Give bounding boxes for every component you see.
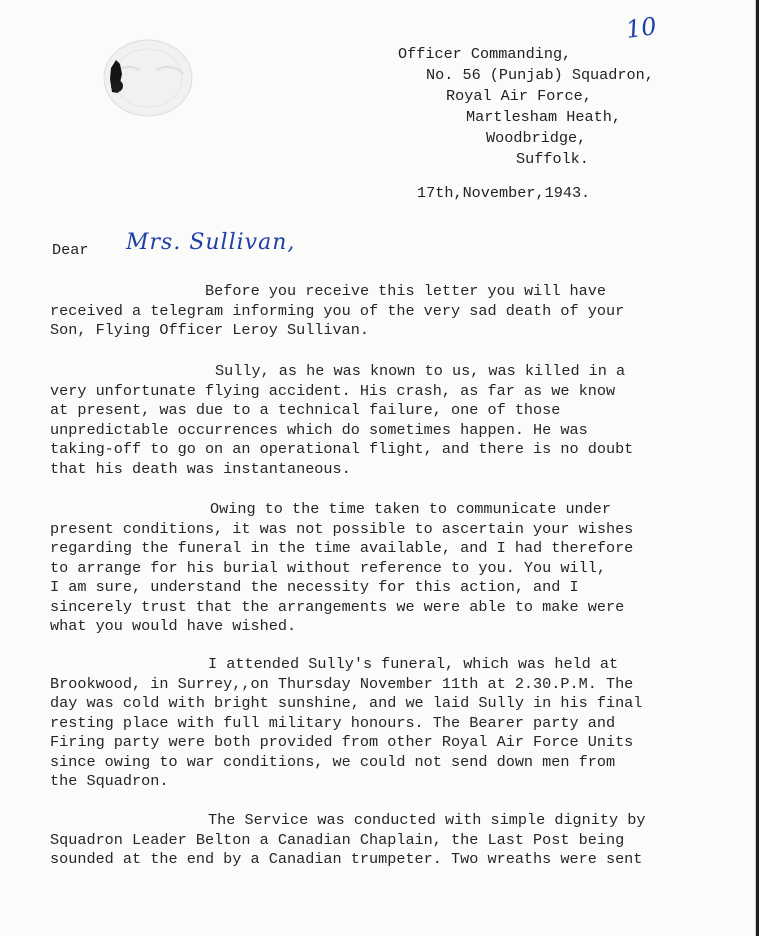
address-line: No. 56 (Punjab) Squadron, — [426, 66, 654, 84]
text-line: the Squadron. — [50, 772, 169, 790]
text-line: Owing to the time taken to communicate under — [210, 500, 612, 518]
text-line: sincerely trust that the arrangements we were able to make were — [50, 597, 625, 616]
text-line: very unfortunate flying accident. His crash, as far as we know — [50, 381, 616, 400]
address-line: Martlesham Heath, — [466, 108, 621, 126]
text-line: what you would have wished. — [50, 617, 297, 635]
text-line: I attended Sully's funeral, which was held at — [208, 655, 619, 673]
letter-date: 17th,November,1943. — [417, 184, 591, 202]
address-line: Royal Air Force, — [446, 87, 592, 105]
text-line: unpredictable occurrences which do sometimes happen. He was — [50, 420, 588, 439]
text-line: since owing to war conditions, we could not send down men from — [50, 752, 616, 771]
body-paragraph — [50, 282, 700, 341]
text-line: Squadron Leader Belton a Canadian Chaplain, the Last Post being — [50, 830, 625, 849]
text-line: Brookwood, in Surrey,,on Thursday November 11th at 2.30.P.M. The — [50, 674, 634, 693]
text-line: The Service was conducted with simple dignity by — [208, 811, 646, 829]
body-paragraph — [50, 811, 700, 870]
text-line: at present, was due to a technical failure, one of those — [50, 401, 561, 419]
text-line: Firing party were both provided from other Royal Air Force Units — [50, 733, 634, 751]
text-line: regarding the funeral in the time available, and I had therefore — [50, 539, 634, 557]
text-line: received a telegram informing you of the very sad death of your — [50, 301, 625, 320]
text-line: day was cold with bright sunshine, and we laid Sully in his final — [50, 694, 643, 712]
body-paragraph — [50, 362, 700, 479]
handwritten-page-number: 10 — [624, 12, 659, 44]
text-line: resting place with full military honours. The Bearer party and — [50, 713, 616, 732]
address-line: Suffolk. — [516, 150, 589, 168]
salutation: Dear — [52, 241, 89, 259]
text-line: to arrange for his burial without reference to you. You will, — [50, 558, 606, 577]
body-paragraph — [50, 655, 700, 792]
address-line: Officer Commanding, — [398, 45, 572, 63]
text-line: present conditions, it was not possible to ascertain your wishes — [50, 519, 634, 538]
text-line: I am sure, understand the necessity for this action, and I — [50, 578, 579, 596]
text-line: Before you receive this letter you will have — [205, 282, 607, 300]
text-line: Sully, as he was known to us, was killed in a — [215, 362, 626, 380]
text-line: that his death was instantaneous. — [50, 459, 351, 478]
text-line: taking-off to go on an operational flight, and there is no doubt — [50, 440, 634, 458]
body-paragraph — [50, 500, 700, 637]
address-line: Woodbridge, — [486, 129, 587, 147]
text-line: sounded at the end by a Canadian trumpeter. Two wreaths were sent — [50, 850, 643, 868]
text-line: Son, Flying Officer Leroy Sullivan. — [50, 321, 369, 339]
handwritten-recipient-name: Mrs. Sullivan, — [126, 230, 296, 255]
raf-crest-emblem — [96, 34, 196, 120]
